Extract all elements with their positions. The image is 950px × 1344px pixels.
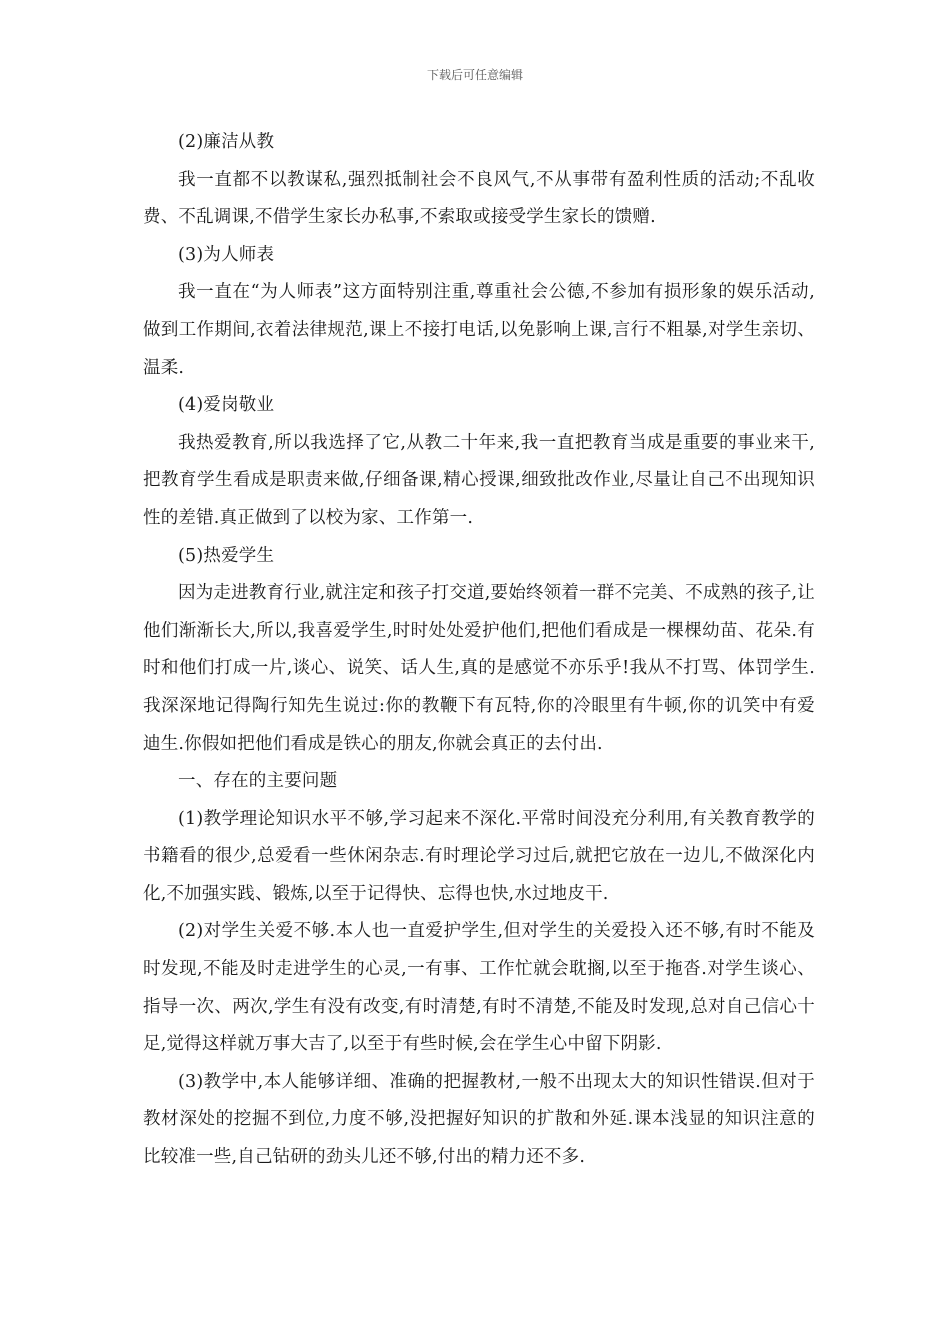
document-body [143, 124, 815, 1177]
paragraph-love-students: 因为走进教育行业,就注定和孩子打交道,要始终领着一群不完美、不成熟的孩子,让他们渐渐长大,所以,我喜爱学生,时时处处爱护他们,把他们看成是一棵棵幼苗、花朵.有时和他们打成一片,谈心、说笑、话人生,真的是感觉不亦乐乎!我从不打骂、体罚学生.我深深地记得陶行知先生说过:你的教鞭下有瓦特,你的冷眼里有牛顿,你的讥笑中有爱迪生.你假如把他们看成是铁心的朋友,你就会真正的去付出. [143, 583, 815, 754]
page-header: 下载后可任意编辑 [426, 68, 523, 82]
paragraph-problem-3: (3)教学中,本人能够详细、准确的把握教材,一般不出现太大的知识性错误.但对于教材深处的挖掘不到位,力度不够,没把握好知识的扩散和外延.课本浅显的知识注意的比较准一些,自己钻研的劲头儿还不够,付出的精力还不多. [143, 1071, 815, 1168]
section-heading-love-students: (5)热爱学生 [178, 545, 275, 566]
paragraph-role-model: 我一直在“为人师表”这方面特别注重,尊重社会公德,不参加有损形象的娱乐活动,做到工作期间,衣着法律规范,课上不接打电话,以免影响上课,言行不粗暴,对学生亲切、温柔. [143, 282, 815, 378]
section-heading-role-model: (3)为人师表 [178, 244, 275, 265]
section-heading-integrity: (2)廉洁从教 [178, 132, 275, 152]
section-heading-main-problems: 一、存在的主要问题 [178, 771, 338, 792]
paragraph-integrity: 我一直都不以教谋私,强烈抵制社会不良风气,不从事带有盈利性质的活动;不乱收费、不乱调课,不借学生家长办私事,不索取或接受学生家长的馈赠. [143, 169, 815, 228]
paragraph-problem-2: (2)对学生关爱不够.本人也一直爱护学生,但对学生的关爱投入还不够,有时不能及时发现,不能及时走进学生的心灵,一有事、工作忙就会耽搁,以至于拖沓.对学生谈心、指导一次、两次,学生有没有改变,有时清楚,有时不清楚,不能及时发现,总对自己信心十足,觉得这样就万事大吉了,以至于有些时候,会在学生心中留下阴影. [143, 921, 815, 1055]
paragraph-dedication: 我热爱教育,所以我选择了它,从教二十年来,我一直把教育当成是重要的事业来干,把教育学生看成是职责来做,仔细备课,精心授课,细致批改作业,尽量让自己不出现知识性的差错.真正做到了以校为家、工作第一. [143, 432, 815, 528]
section-heading-dedication: (4)爱岗敬业 [178, 395, 275, 416]
paragraph-problem-1: (1)教学理论知识水平不够,学习起来不深化.平常时间没充分利用,有关教育教学的书籍看的很少,总爱看一些休闲杂志.有时理论学习过后,就把它放在一边儿,不做深化内化,不加强实践、锻炼,以至于记得快、忘得也快,水过地皮干. [143, 808, 815, 904]
